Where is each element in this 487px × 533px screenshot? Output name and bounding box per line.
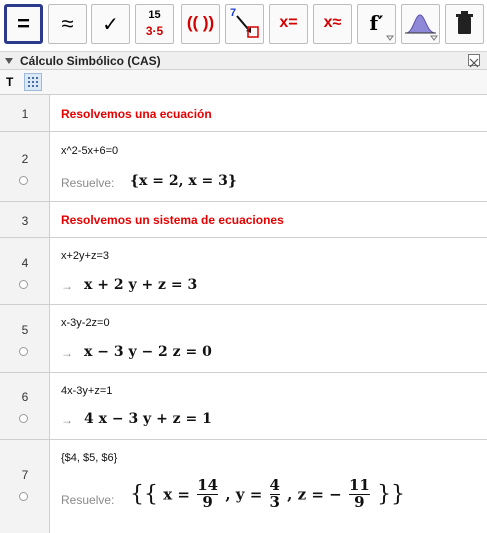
row-visibility-toggle[interactable]: [19, 414, 28, 423]
collapse-triangle-icon[interactable]: [5, 58, 13, 64]
row-number-cell[interactable]: [0, 202, 50, 237]
row-cell[interactable]: [50, 95, 487, 131]
row-input-text[interactable]: {$4, $5, $6}: [61, 452, 118, 464]
trash-icon: [446, 5, 483, 43]
z-fraction: [349, 478, 370, 511]
delete-tool-button[interactable]: [445, 4, 484, 44]
row-output-prefix: Resuelve:: [61, 176, 115, 190]
outer-braces-open: {{: [130, 481, 158, 507]
x-fraction: [197, 478, 218, 511]
expand-tool-button[interactable]: [181, 4, 220, 44]
factor-icon-bottom: 3·5: [145, 24, 164, 38]
row-output-prefix: →: [61, 346, 73, 360]
row-heading-text: Resolvemos un sistema de ecuaciones: [61, 213, 284, 227]
keyboard-toggle-button[interactable]: [24, 73, 42, 91]
z-numerator: 11: [348, 476, 370, 494]
row-number-cell[interactable]: [0, 305, 50, 372]
evaluate-tool-button[interactable]: [4, 4, 43, 44]
cas-row-5[interactable]: [0, 305, 487, 373]
cas-panel-header: [0, 52, 487, 70]
row-cell[interactable]: [50, 132, 487, 201]
row-output: {x = 2, x = 3}: [130, 173, 237, 189]
checkmark-icon: ✓: [102, 14, 119, 36]
row-number: 7: [21, 468, 29, 482]
cas-row-6[interactable]: [0, 373, 487, 440]
outer-braces-close: }}: [377, 481, 406, 507]
row-number-cell[interactable]: [0, 95, 50, 131]
cas-toolbar: [0, 0, 487, 52]
parentheses-icon: (( )): [186, 13, 215, 32]
row-number-cell[interactable]: [0, 132, 50, 201]
row-number-cell[interactable]: [0, 238, 50, 304]
row-number-cell[interactable]: [0, 373, 50, 439]
substitute-tool-button[interactable]: [225, 4, 264, 44]
solve-icon: x=: [279, 14, 298, 31]
cas-row-2[interactable]: [0, 132, 487, 202]
row-number: 4: [21, 256, 29, 270]
row-input-text[interactable]: x-3y-2z=0: [61, 317, 110, 329]
row-visibility-toggle[interactable]: [19, 492, 28, 501]
solve-tool-button[interactable]: [269, 4, 308, 44]
x-lhs: x =: [163, 485, 190, 504]
numeric-tool-button[interactable]: [48, 4, 87, 44]
row-visibility-toggle[interactable]: [19, 176, 28, 185]
z-lhs: , z = −: [287, 485, 342, 504]
factor-tool-button[interactable]: [135, 4, 174, 44]
row-cell[interactable]: [50, 373, 487, 439]
y-numerator: 4: [269, 476, 280, 494]
row-number: 6: [21, 390, 29, 404]
solve-numerically-tool-button[interactable]: [313, 4, 352, 44]
row-visibility-toggle[interactable]: [19, 347, 28, 356]
row-output: x − 3 y − 2 z = 0: [84, 344, 212, 360]
row-cell[interactable]: [50, 440, 487, 533]
row-output-prefix: →: [61, 279, 73, 293]
cas-row-3[interactable]: [0, 202, 487, 238]
row-visibility-toggle[interactable]: [19, 280, 28, 289]
y-denominator: 3: [269, 492, 280, 511]
dropdown-triangle-icon: [358, 5, 395, 43]
x-denominator: 9: [197, 494, 218, 511]
row-output-prefix: Resuelve:: [61, 493, 115, 507]
row-number: 5: [21, 323, 29, 337]
row-input-text[interactable]: 4x-3y+z=1: [61, 385, 113, 397]
approx-icon: ≈: [61, 11, 74, 36]
text-style-button[interactable]: T: [6, 75, 14, 89]
probability-tool-button[interactable]: [401, 4, 440, 44]
row-output: x + 2 y + z = 3: [84, 277, 198, 293]
x-numerator: 14: [197, 476, 219, 494]
close-panel-button[interactable]: [468, 54, 480, 66]
derivative-tool-button[interactable]: [357, 4, 396, 44]
row-cell[interactable]: [50, 305, 487, 372]
row-number: 2: [21, 152, 29, 166]
row-number: 1: [21, 107, 29, 121]
row-cell[interactable]: [50, 238, 487, 304]
equals-icon: =: [17, 11, 30, 36]
solve-numeric-icon: x≈: [323, 14, 342, 31]
row-number: 3: [21, 214, 29, 228]
substitute-icon: 7: [230, 7, 237, 19]
row-input-text[interactable]: x+2y+z=3: [61, 250, 110, 262]
cas-style-bar: [0, 70, 487, 95]
row-input-text[interactable]: x^2-5x+6=0: [61, 145, 119, 157]
keep-input-tool-button[interactable]: [91, 4, 130, 44]
row-output-prefix: →: [61, 413, 73, 427]
cas-row-4[interactable]: [0, 238, 487, 305]
row-number-cell[interactable]: [0, 440, 50, 533]
derivative-icon: f′: [369, 11, 384, 35]
row-output: 4 x − 3 y + z = 1: [84, 411, 212, 427]
cas-row-7[interactable]: [0, 440, 487, 533]
row-heading-text: Resolvemos una ecuación: [61, 107, 212, 121]
close-icon: [469, 58, 479, 68]
row-cell[interactable]: [50, 202, 487, 237]
panel-title: Cálculo Simbólico (CAS): [20, 54, 161, 68]
y-fraction: [270, 478, 280, 511]
factor-icon-top: 15: [148, 9, 161, 21]
substitute-arrow-icon: [226, 5, 263, 43]
normal-distribution-icon: [402, 5, 439, 43]
keypad-icon: [25, 74, 41, 90]
row-output: [130, 478, 405, 511]
cas-row-1[interactable]: [0, 95, 487, 132]
y-lhs: , y =: [225, 485, 263, 504]
z-denominator: 9: [349, 494, 370, 511]
